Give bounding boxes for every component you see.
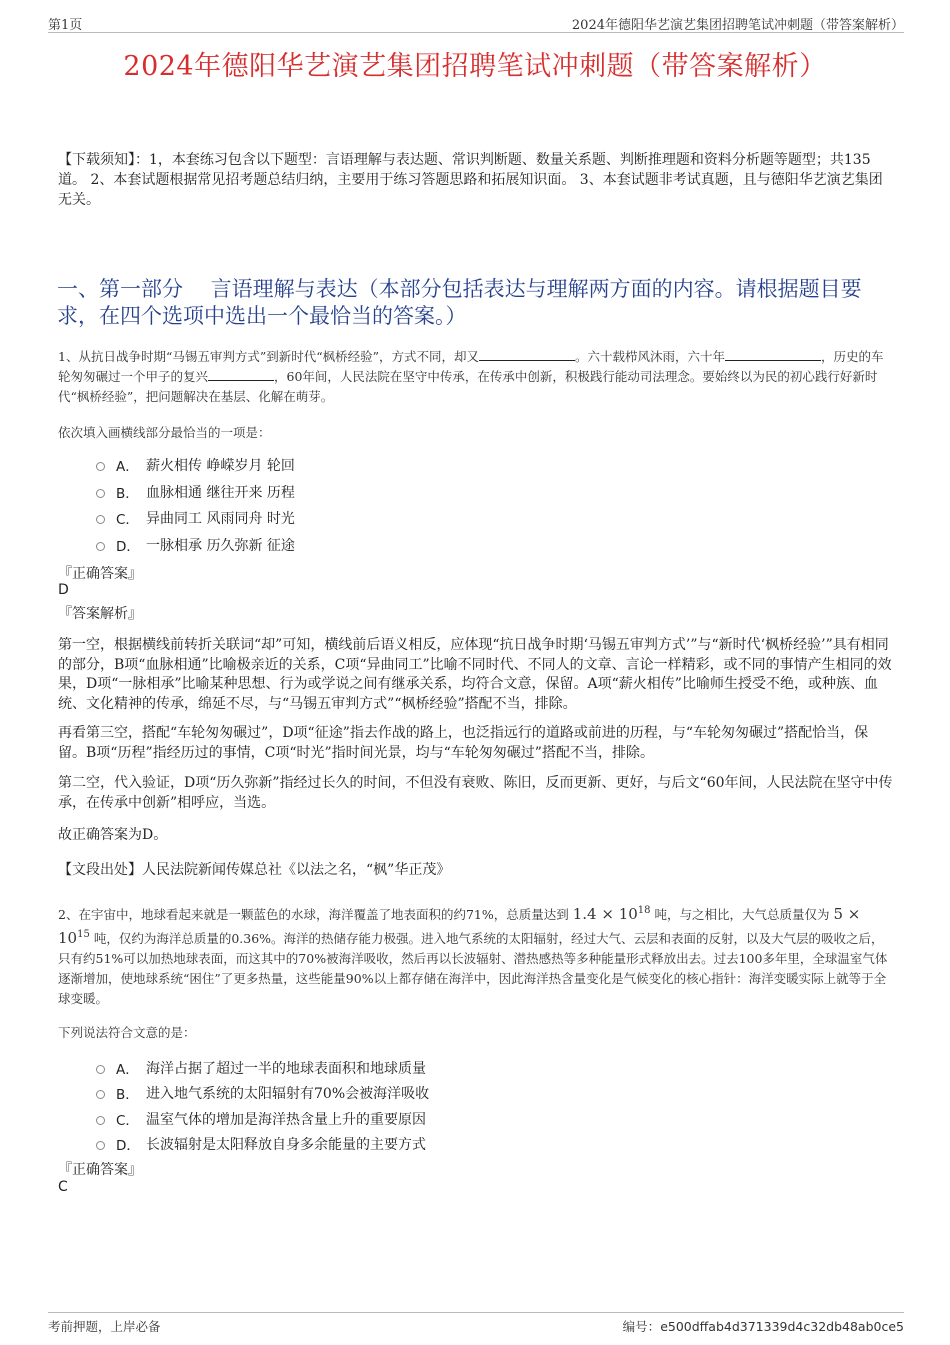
correct-answer-label: 『正确答案』 xyxy=(58,1162,142,1178)
question-1-prompt: 依次填入画横线部分最恰当的一项是： xyxy=(58,425,271,440)
document-title: 2024年德阳华艺演艺集团招聘笔试冲刺题（带答案解析） xyxy=(123,51,827,82)
correct-answer: D xyxy=(58,582,69,598)
download-notice: 【下载须知】：1，本套练习包含以下题型：言语理解与表达题、常识判断题、数量关系题、判断推理题和资料分析题等题型；共135道。 2、本套试题根据常见招考题总结归纳，主要用于练习答题思路和拓展知识面。 3、本套试题非考试真题，且与德阳华艺演艺集团无关。 xyxy=(58,152,883,208)
question-2-options xyxy=(96,1055,429,1157)
option-c[interactable]: C． 异曲同工 风雨同舟 时光 xyxy=(96,505,295,532)
footer-slogan: 考前押题，上岸必备 xyxy=(48,1319,161,1334)
question-2-prompt: 下列说法符合文意的是： xyxy=(58,1025,196,1040)
radio-icon[interactable] xyxy=(96,515,105,524)
section-heading: 一、第一部分 言语理解与表达（本部分包括表达与理解两方面的内容。请根据题目要求，在四个选项中选出一个最恰当的答案。） xyxy=(57,277,862,328)
radio-icon[interactable] xyxy=(96,1116,105,1125)
ocean-mass-formula: $1.4 \times 10^{18}$ xyxy=(572,905,651,923)
radio-icon[interactable] xyxy=(96,462,105,471)
radio-icon[interactable] xyxy=(96,542,105,551)
radio-icon[interactable] xyxy=(96,1090,105,1099)
radio-icon[interactable] xyxy=(96,489,105,498)
radio-icon[interactable] xyxy=(96,1065,105,1074)
fill-blank-2 xyxy=(725,348,821,361)
option-d[interactable]: D． 长波辐射是太阳释放自身多余能量的主要方式 xyxy=(96,1132,429,1158)
page-footer xyxy=(48,1312,904,1337)
atmosphere-mass-formula: $5 \times 10^{15}$ xyxy=(58,905,861,947)
page-header xyxy=(48,10,904,33)
document-id: 编号：e500dffab4d371339d4c32db48ab0ce5 xyxy=(622,1319,904,1334)
option-c[interactable]: C． 温室气体的增加是海洋热含量上升的重要原因 xyxy=(96,1106,429,1132)
analysis-label: 『答案解析』 xyxy=(58,606,142,622)
analysis-paragraph: 再看第三空，搭配“车轮匆匆碾过”，D项“征途”指去作战的路上，也泛指远行的道路或前进的历程，与“车轮匆匆碾过”搭配恰当，保留。B项“历程”指经历过的事情，C项“时光”指时间光景，均与“车轮匆匆碾过”搭配不当，排除。 xyxy=(58,725,869,761)
header-doc-title: 2024年德阳华艺演艺集团招聘笔试冲刺题（带答案解析） xyxy=(571,18,904,33)
analysis-paragraph: 第二空，代入验证，D项“历久弥新”指经过长久的时间，不但没有衰败、陈旧，反而更新、更好，与后文“60年间，人民法院在坚守中传承，在传承中创新”相呼应，当选。 xyxy=(58,775,893,811)
analysis-conclusion: 故正确答案为D。 xyxy=(58,827,168,843)
fill-blank-1 xyxy=(479,348,575,361)
question-2-text: 2、在宇宙中，地球看起来就是一颗蓝色的水球，海洋覆盖了地表面积的约71%，总质量达到 $1.4 \times 10^{18}$ 吨，与之相比，大气总质量仅为 $5 \times 10^{15}$ 吨，仅约为海洋总质量的0.36%。海洋的热储存能力极强。进入地气系统的太阳辐射，经过大气、云层和表面的反射，以及大气层的吸收之后，只有约51%可以加热地球表面，而这其中的70%被海洋吸收，然后再以长波辐射、潜热感热等多种能量形式释放出去。过去100多年里，全球温室气体逐渐增加，使地球系统“困住”了更多热量，这些能量90%以上都存储在海洋中，因此海洋热含量变化是气候变化的核心指针：海洋变暖实际上就等于全球变暖。 xyxy=(58,905,888,1006)
analysis-paragraph: 第一空，根据横线前转折关联词“却”可知，横线前后语义相反，应体现“抗日战争时期‘马锡五审判方式’”与“新时代‘枫桥经验’”具有相同的部分，B项“血脉相通”比喻极亲近的关系，C项“异曲同工”比喻不同时代、不同人的文章、言论一样精彩，或不同的事情产生相同的效果，D项“一脉相承”比喻某种思想、行为或学说之间有继承关系，均符合文意，保留。A项“薪火相传”比喻师生授受不绝，或种族、血统、文化精神的传承，绵延不尽，与“马锡五审判方式”“枫桥经验”搭配不当，排除。 xyxy=(58,637,892,712)
question-1-text: 1、从抗日战争时期“马锡五审判方式”到新时代“枫桥经验”，方式不同，却又 。六十载栉风沐雨，六十年 ，历史的车轮匆匆碾过一个甲子的复兴 ，60年间，人民法院在坚守中传承，在传承中创新，积极践行能动司法理念。要始终以为民的初心践行好新时代“枫桥经验”，把问题解决在基层、化解在萌芽。 xyxy=(58,349,884,404)
option-d[interactable]: D． 一脉相承 历久弥新 征途 xyxy=(96,532,295,559)
correct-answer: C xyxy=(58,1179,68,1195)
question-1-options xyxy=(96,452,295,558)
page-number: 第1页 xyxy=(48,18,83,33)
option-b[interactable]: B． 进入地气系统的太阳辐射有70%会被海洋吸收 xyxy=(96,1081,429,1107)
option-a[interactable]: A． 海洋占据了超过一半的地球表面积和地球质量 xyxy=(96,1055,429,1081)
passage-source: 【文段出处】人民法院新闻传媒总社《以法之名，“枫”华正茂》 xyxy=(58,862,451,878)
fill-blank-3 xyxy=(208,368,274,381)
correct-answer-label: 『正确答案』 xyxy=(58,566,142,582)
option-a[interactable]: A． 薪火相传 峥嵘岁月 轮回 xyxy=(96,452,295,479)
radio-icon[interactable] xyxy=(96,1141,105,1150)
option-b[interactable]: B． 血脉相通 继往开来 历程 xyxy=(96,479,295,506)
